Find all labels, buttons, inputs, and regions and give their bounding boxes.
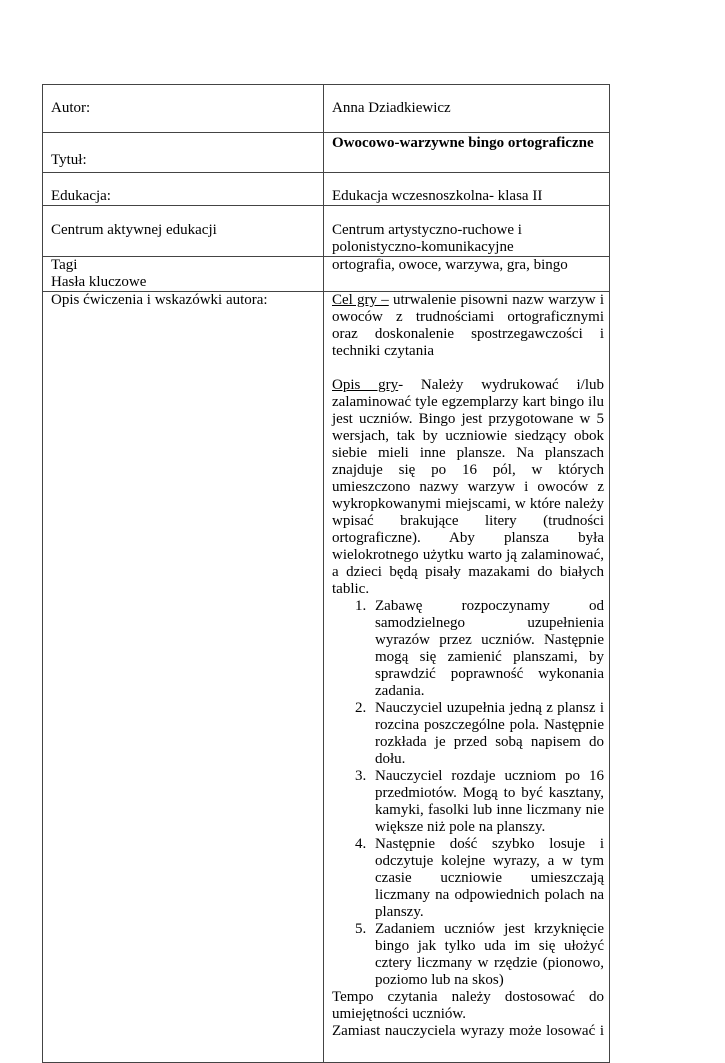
value-tagi: ortografia, owoce, warzywa, gra, bingo: [324, 257, 610, 292]
row-tytul: [43, 133, 610, 173]
value-autor: Anna Dziadkiewicz: [324, 85, 610, 133]
label-tagi-line1: Tagi: [51, 257, 78, 273]
opis-gry-heading: Opis gry: [332, 377, 399, 393]
label-opis: Opis ćwiczenia i wskazówki autora:: [43, 292, 324, 1063]
label-edukacja: Edukacja:: [43, 173, 324, 206]
label-tytul: Tytuł:: [43, 133, 324, 173]
row-centrum: [43, 206, 610, 257]
label-autor: Autor:: [43, 85, 324, 133]
label-tagi: [43, 257, 324, 292]
cel-gry-paragraph: [332, 292, 604, 360]
row-opis: [43, 292, 610, 1063]
label-centrum: Centrum aktywnej edukacji: [43, 206, 324, 257]
row-edukacja: [43, 173, 610, 206]
value-tytul: Owocowo-warzywne bingo ortograficzne: [324, 133, 610, 173]
cel-gry-text: utrwalenie pisowni nazw warzyw i owoców z trudnościami ortograficznymi oraz doskonalenie spostrzegawczości i techniki czytania: [332, 292, 604, 359]
list-item: 5. Zadaniem uczniów jest krzyknięcie bingo jak tylko uda im się ułożyć cztery liczmany w rzędzie (pionowo, poziomo lub na skos): [370, 921, 604, 989]
cel-gry-heading: Cel gry –: [332, 292, 389, 308]
list-item: 1. Zabawę rozpoczynamy od samodzielnego uzupełnienia wyrazów przez uczniów. Następnie mogą się zamienić planszami, by sprawdzić poprawność wykonania zadania.: [370, 598, 604, 700]
tempo-paragraph: Tempo czytania należy dostosować do umiejętności uczniów.: [332, 989, 604, 1022]
row-tagi: [43, 257, 610, 292]
label-tagi-line2: Hasła kluczowe: [51, 274, 147, 290]
value-centrum: Centrum artystyczno-ruchowe i polonistyczno-komunikacyjne: [324, 206, 610, 257]
list-item: 4. Następnie dość szybko losuje i odczytuje kolejne wyrazy, a w tym czasie uczniowie umieszczają liczmany na odpowiednich polach na planszy.: [370, 836, 604, 921]
zamiast-paragraph: Zamiast nauczyciela wyrazy może losować i: [332, 1023, 604, 1039]
opis-gry-paragraph: [332, 377, 604, 598]
steps-list: [332, 598, 604, 989]
value-opis: [324, 292, 610, 1063]
metadata-table: [42, 84, 610, 1063]
list-item: 3. Nauczyciel rozdaje uczniom po 16 przedmiotów. Mogą to być kasztany, kamyki, fasolki lub inne liczmany nie większe niż pole na planszy.: [370, 768, 604, 836]
value-edukacja: Edukacja wczesnoszkolna- klasa II: [324, 173, 610, 206]
list-item: 2. Nauczyciel uzupełnia jedną z plansz i rozcina poszczególne pola. Następnie rozkłada je przed sobą napisem do dołu.: [370, 700, 604, 768]
row-autor: [43, 85, 610, 133]
opis-gry-text: - Należy wydrukować i/lub zalaminować tyle egzemplarzy kart bingo ilu jest uczniów. Bingo jest przygotowane w 5 wersjach, tak by uczniowie siedzący obok siebie mieli inne plansze. Na planszach znajduje się po 16 pól, w których umieszczono nazwy warzyw i owoców z wykropkowanymi miejscami, w które należy wpisać brakujące litery (trudności ortograficzne). Aby plansza była wielokrotnego użytku warto ją zalaminować, a dzieci będą pisały mazakami do białych tablic.: [332, 377, 604, 597]
